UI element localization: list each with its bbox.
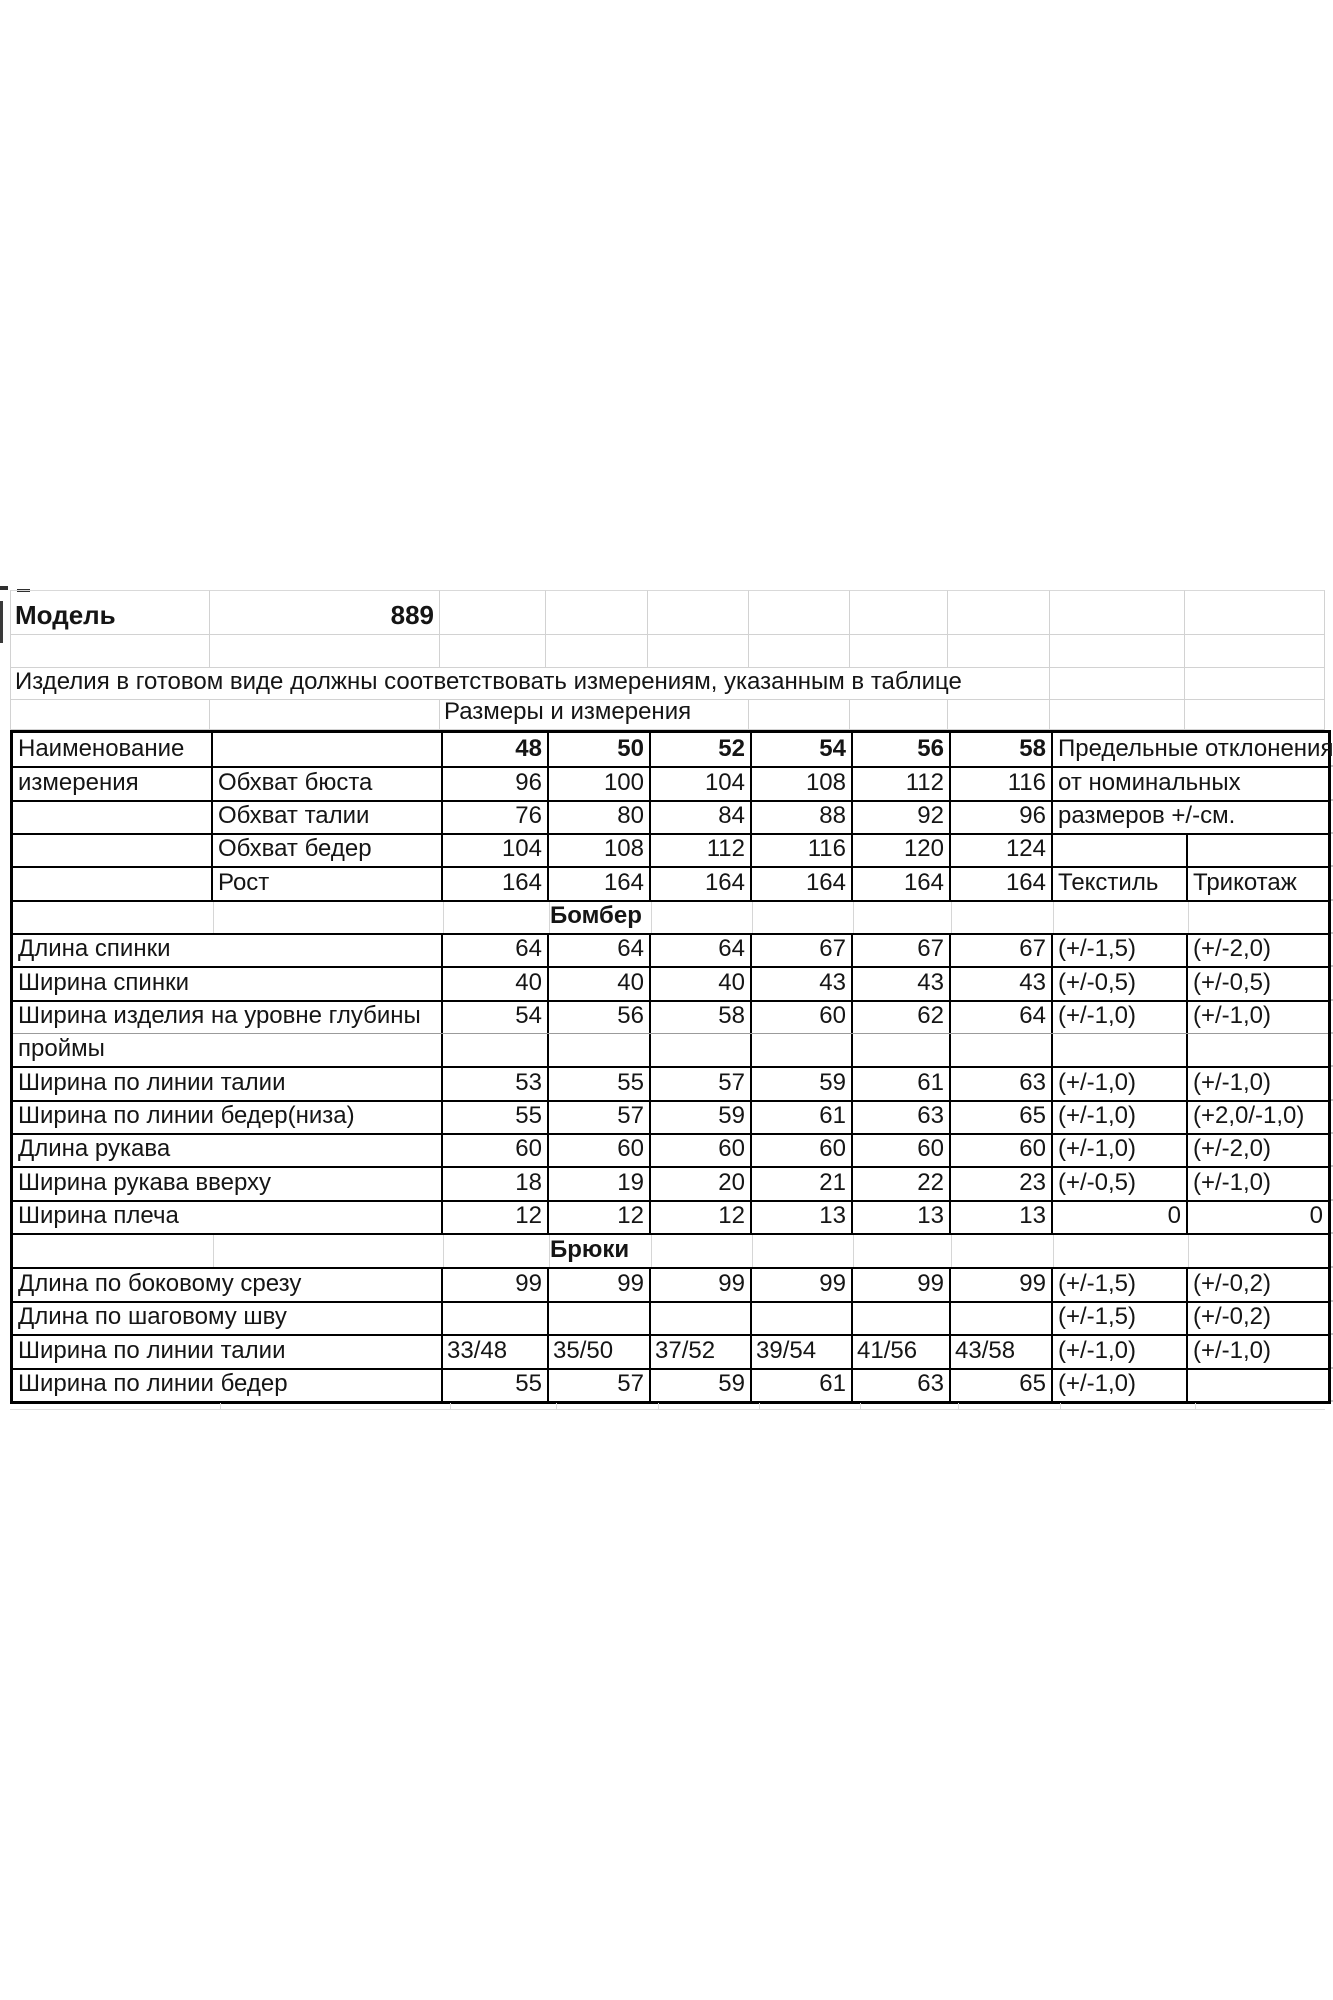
value-cell: 99 [853,1269,951,1301]
value-cell: 12 [443,1202,549,1233]
tolerance-cell-knit: (+/-2,0) [1193,1135,1272,1162]
value-cell: 99 [651,1269,752,1301]
material-col-header: Трикотаж [1193,869,1297,896]
value-cell: 164 [651,868,752,900]
grid-cell [213,733,443,766]
value-cell: 13 [951,1202,1053,1233]
value-cell [651,1303,752,1334]
grid-cell [1185,700,1325,730]
table-row [13,833,1328,866]
gridline [658,1403,659,1410]
grid-cell [1050,635,1185,668]
table-row [13,966,1328,1000]
value-cell: 96 [443,768,549,800]
grid-cell [210,635,440,668]
grid-cell [648,590,749,635]
value-cell: 63 [853,1102,951,1133]
table-row [13,1368,1328,1401]
measurement-label: Ширина плеча [13,1202,443,1233]
size-col-header: 50 [549,733,651,766]
value-cell: 60 [549,1135,651,1166]
measurement-label: Длина по шаговому шву [13,1303,443,1334]
table-row [13,1334,1328,1368]
value-cell [651,1034,752,1066]
measurement-label: Ширина по линии бедер [13,1370,443,1401]
tolerance-note: от номинальных [1058,769,1241,796]
grid-cell [546,590,648,635]
continuation-label: проймы [13,1034,443,1066]
value-cell: 43 [951,968,1053,1000]
grid-cell [948,700,1050,730]
value-cell: 59 [651,1102,752,1133]
value-cell: 64 [651,935,752,966]
grid-cell [546,635,648,668]
measurement-label: Ширина спинки [13,968,443,1000]
value-cell: 76 [443,802,549,833]
value-cell [951,1303,1053,1334]
value-cell: 61 [752,1370,853,1401]
value-cell: 60 [651,1135,752,1166]
tolerance-cell-textile: (+/-1,0) [1053,1135,1188,1166]
grid-cell [850,590,948,635]
measurement-label: Обхват талии [213,802,443,833]
value-cell: 67 [951,935,1053,966]
value-cell: 19 [549,1168,651,1200]
value-cell: 63 [951,1068,1053,1100]
table-row [13,933,1328,966]
measurement-label: Длина рукава [13,1135,443,1166]
grid-cell [1185,635,1325,668]
gridline [958,1403,959,1410]
grid-cell [1185,668,1325,700]
tolerance-cell-knit: (+/-0,2) [1193,1303,1272,1330]
value-cell: 62 [853,1002,951,1033]
value-cell: 57 [549,1102,651,1133]
tolerance-cell-knit: (+/-0,2) [1193,1270,1272,1297]
table-row [13,1267,1328,1301]
value-cell: 61 [853,1068,951,1100]
value-cell: 108 [549,835,651,866]
grid-cell [1050,700,1185,730]
value-cell: 13 [752,1202,853,1233]
tolerance-cell-textile [1053,1034,1188,1066]
measurement-label: Обхват бюста [213,768,443,800]
tolerance-cell-knit: (+/-0,5) [1193,969,1272,996]
col-header-name: Наименование [13,733,213,766]
model-value: 889 [210,590,440,635]
gridline [860,1403,861,1410]
value-cell: 164 [951,868,1053,900]
grid-cell [13,802,213,833]
grid-cell [648,635,749,668]
value-cell: 112 [853,768,951,800]
screen-artifact [0,586,8,590]
value-cell [549,1034,651,1066]
size-col-header: 52 [651,733,752,766]
value-cell: 57 [549,1370,651,1401]
value-cell: 55 [443,1102,549,1133]
table-row [13,866,1328,900]
value-cell: 96 [951,802,1053,833]
value-cell: 124 [951,835,1053,866]
value-cell: 104 [443,835,549,866]
value-cell: 33/48 [443,1336,549,1368]
value-cell: 99 [752,1269,853,1301]
value-cell: 21 [752,1168,853,1200]
value-cell: 65 [951,1370,1053,1401]
value-cell: 60 [951,1135,1053,1166]
value-cell: 56 [549,1002,651,1033]
measurement-label: Длина спинки [13,935,443,966]
gridline [556,1403,557,1410]
tolerance-cell-textile: (+/-1,0) [1053,1336,1188,1368]
table-row [13,1301,1328,1334]
value-cell: 164 [549,868,651,900]
section-title: Брюки [550,1236,630,1263]
value-cell: 164 [752,868,853,900]
value-cell: 22 [853,1168,951,1200]
value-cell: 67 [752,935,853,966]
size-col-header: 56 [853,733,951,766]
value-cell: 116 [752,835,853,866]
value-cell: 63 [853,1370,951,1401]
section-title: Бомбер [550,902,642,929]
grid-cell [10,635,210,668]
value-cell: 99 [951,1269,1053,1301]
measurement-label: Ширина по линии бедер(низа) [13,1102,443,1133]
value-cell: 53 [443,1068,549,1100]
table-row [13,1000,1328,1033]
value-cell [752,1303,853,1334]
tolerance-note: размеров +/-см. [1058,802,1236,829]
value-cell: 108 [752,768,853,800]
empty-row [10,635,1325,668]
grid-cell [749,590,850,635]
gridline [759,1403,760,1410]
value-cell: 39/54 [752,1336,853,1368]
value-cell: 23 [951,1168,1053,1200]
intro-row [10,668,1325,700]
grid-cell [13,835,213,866]
value-cell: 88 [752,802,853,833]
value-cell: 43 [752,968,853,1000]
model-row [10,590,1325,635]
model-label: Модель [10,590,210,635]
value-cell: 84 [651,802,752,833]
value-cell [752,1034,853,1066]
tolerance-cell-textile: (+/-1,5) [1053,935,1188,966]
measurement-label: Обхват бедер [213,835,443,866]
tolerance-cell-textile: 0 [1053,1202,1188,1233]
grid-cell [210,700,440,730]
value-cell: 43/58 [951,1336,1053,1368]
value-cell: 60 [752,1135,853,1166]
tolerance-cell-knit: (+2,0/-1,0) [1193,1102,1305,1129]
grid-cell [1053,835,1188,866]
tolerance-cell-knit: (+/-1,0) [1193,1169,1272,1196]
value-cell: 104 [651,768,752,800]
grid-cell [440,635,546,668]
table-row [13,733,1333,766]
table-row [13,1233,1328,1267]
tolerance-cell-textile: (+/-0,5) [1053,968,1188,1000]
tolerance-cell-knit: (+/-1,0) [1193,1002,1272,1029]
value-cell: 164 [443,868,549,900]
measurement-label: Длина по боковому срезу [13,1269,443,1301]
value-cell: 41/56 [853,1336,951,1368]
measurement-label: Ширина по линии талии [13,1336,443,1368]
value-cell: 37/52 [651,1336,752,1368]
value-cell: 65 [951,1102,1053,1133]
value-cell [549,1303,651,1334]
grid-cell [440,590,546,635]
table-row [13,1100,1328,1133]
value-cell: 60 [853,1135,951,1166]
table-row [13,1133,1328,1166]
value-cell: 59 [752,1068,853,1100]
grid-cell [850,635,948,668]
tolerance-cell-textile: (+/-1,0) [1053,1102,1188,1133]
value-cell: 64 [951,1002,1053,1033]
gridline [1195,1403,1196,1410]
value-cell: 99 [549,1269,651,1301]
grid-cell [1050,590,1185,635]
value-cell: 12 [549,1202,651,1233]
value-cell: 54 [443,1002,549,1033]
grid-cell [1050,668,1185,700]
value-cell: 59 [651,1370,752,1401]
value-cell: 55 [549,1068,651,1100]
tolerance-cell-knit [1188,1370,1328,1401]
grid-cell [13,868,213,900]
table-row [13,1033,1328,1066]
value-cell: 92 [853,802,951,833]
value-cell: 20 [651,1168,752,1200]
table-row [13,766,1328,800]
value-cell: 60 [443,1135,549,1166]
value-cell: 40 [651,968,752,1000]
material-col-header: Текстиль [1053,868,1188,900]
size-col-header: 54 [752,733,853,766]
value-cell: 35/50 [549,1336,651,1368]
value-cell [443,1303,549,1334]
measurement-label: Ширина рукава вверху [13,1168,443,1200]
grid-cell [749,700,850,730]
value-cell: 100 [549,768,651,800]
table-row [13,1200,1328,1233]
grid-cell [1185,590,1325,635]
tolerance-cell-textile: (+/-1,5) [1053,1269,1188,1301]
value-cell: 80 [549,802,651,833]
value-cell: 43 [853,968,951,1000]
measurement-label: Ширина по линии талии [13,1068,443,1100]
gridline [1060,1403,1061,1410]
table-row [13,1066,1328,1100]
value-cell: 58 [651,1002,752,1033]
value-cell: 60 [752,1002,853,1033]
value-cell [951,1034,1053,1066]
gridline [450,1403,451,1410]
value-cell: 55 [443,1370,549,1401]
value-cell: 164 [853,868,951,900]
tolerance-header: Предельные отклонения [1058,735,1333,762]
value-cell: 64 [443,935,549,966]
grid-cell [1188,835,1328,866]
tolerance-cell-textile: (+/-1,5) [1053,1303,1188,1334]
sizes-title: Размеры и измерения [440,700,749,730]
tolerance-cell-knit [1188,1034,1328,1066]
value-cell: 40 [549,968,651,1000]
tolerance-cell-knit: (+/-1,0) [1193,1069,1272,1096]
gridline [10,1409,1325,1410]
table-row [13,800,1328,833]
intro-note: Изделия в готовом виде должны соответствовать измерениям, указанным в таблице [10,668,1050,700]
size-col-header: 48 [443,733,549,766]
value-cell [443,1034,549,1066]
value-cell: 61 [752,1102,853,1133]
value-cell: 99 [443,1269,549,1301]
tolerance-cell-knit: 0 [1309,1202,1323,1229]
grid-cell [10,700,210,730]
value-cell: 12 [651,1202,752,1233]
sheet-top [10,590,1325,730]
measurement-label: Ширина изделия на уровне глубины [13,1002,443,1033]
size-col-header: 58 [951,733,1053,766]
value-cell: 57 [651,1068,752,1100]
value-cell: 18 [443,1168,549,1200]
measurement-label: Рост [213,868,443,900]
measurements-table [10,730,1331,1404]
tolerance-cell-textile: (+/-0,5) [1053,1168,1188,1200]
value-cell: 112 [651,835,752,866]
grid-cell [850,700,948,730]
value-cell [853,1034,951,1066]
value-cell [853,1303,951,1334]
value-cell: 13 [853,1202,951,1233]
value-cell: 120 [853,835,951,866]
value-cell: 67 [853,935,951,966]
tolerance-cell-textile: (+/-1,0) [1053,1370,1188,1401]
grid-cell [948,635,1050,668]
gridline [220,1403,221,1410]
sizes-title-row [10,700,1325,730]
screen-artifact [0,601,3,643]
table-row [13,1166,1328,1200]
grid-cell [948,590,1050,635]
tolerance-cell-knit: (+/-1,0) [1193,1337,1272,1364]
tolerance-cell-textile: (+/-1,0) [1053,1002,1188,1033]
value-cell: 116 [951,768,1053,800]
tolerance-cell-textile: (+/-1,0) [1053,1068,1188,1100]
value-cell: 40 [443,968,549,1000]
col-header-name2: измерения [13,768,213,800]
table-row [13,900,1328,933]
tolerance-cell-knit: (+/-2,0) [1193,935,1272,962]
grid-cell [749,635,850,668]
value-cell: 64 [549,935,651,966]
